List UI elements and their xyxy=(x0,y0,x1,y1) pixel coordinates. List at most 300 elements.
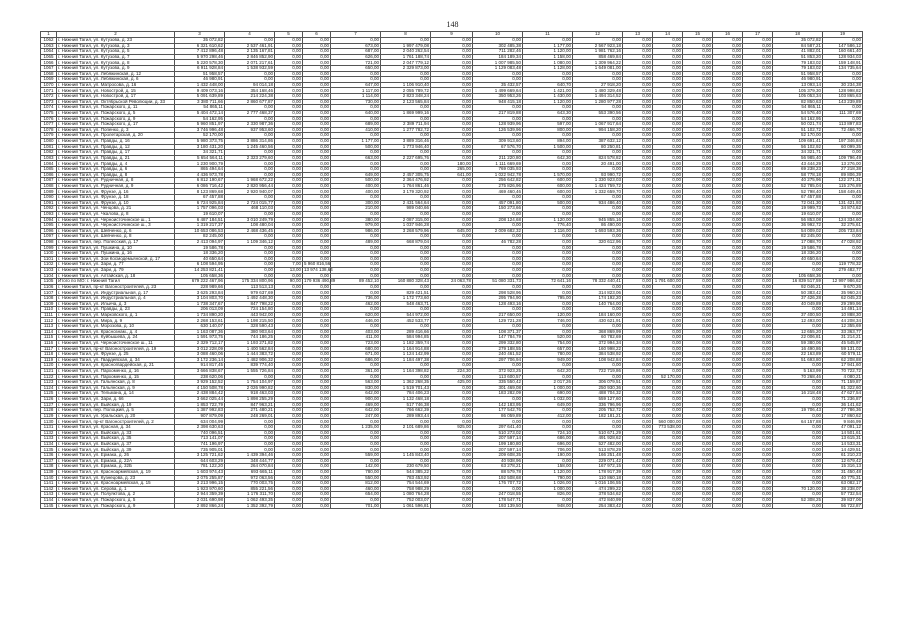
amount-cell: 829 421,51 xyxy=(381,290,431,296)
amount-cell: 0,00 xyxy=(623,464,653,470)
amount-cell: 600,00 xyxy=(523,189,573,195)
amount-cell: 0,00 xyxy=(275,155,303,161)
amount-cell: 0,00 xyxy=(653,340,683,346)
row-number-cell: 1142 xyxy=(41,486,57,492)
amount-cell: 0,00 xyxy=(743,385,773,391)
amount-cell: 1 480 329,48 xyxy=(573,88,623,94)
amount-cell: 0,00 xyxy=(573,38,623,44)
amount-cell: 0,00 xyxy=(275,77,303,83)
amount-cell: 0,00 xyxy=(653,122,683,128)
amount-cell: 86 059,89 xyxy=(473,413,523,419)
amount-cell: 184 160,00 xyxy=(573,312,623,318)
amount-cell: 1 120,00 xyxy=(523,469,573,475)
amount-cell: 0,00 xyxy=(743,290,773,296)
amount-cell: 0,00 xyxy=(743,195,773,201)
amount-cell: 0,00 xyxy=(331,419,381,425)
amount-cell: 361,00 xyxy=(331,368,381,374)
amount-cell: 0,00 xyxy=(743,447,773,453)
address-cell: г. Нижний Тагил, ул. Красная, д. 34 xyxy=(57,425,175,431)
amount-cell: 0,00 xyxy=(225,436,275,442)
amount-cell: 0,00 xyxy=(713,178,743,184)
amount-cell: 0,00 xyxy=(713,133,743,139)
amount-cell: 0,00 xyxy=(683,312,713,318)
amount-cell: 1 007 985,50 xyxy=(473,60,523,66)
amount-cell: 0,00 xyxy=(275,38,303,44)
amount-cell: 0,00 xyxy=(713,99,743,105)
amount-cell: 0,00 xyxy=(623,380,653,386)
amount-cell: 937 953,60 xyxy=(225,127,275,133)
amount-cell: 0,00 xyxy=(653,352,683,358)
amount-cell: 0,00 xyxy=(431,256,473,262)
amount-cell: 56 853,08 xyxy=(773,217,823,223)
amount-cell: 948 415,18 xyxy=(473,99,523,105)
amount-cell: 0,00 xyxy=(683,301,713,307)
amount-cell: 1 555 726,84 xyxy=(225,368,275,374)
amount-cell: 0,00 xyxy=(743,357,773,363)
amount-cell: 56 722,87 xyxy=(823,503,863,509)
amount-cell: 0,00 xyxy=(623,88,653,94)
amount-cell: 160 661,40 xyxy=(823,49,863,55)
amount-cell: 0,00 xyxy=(303,99,331,105)
amount-cell: 0,00 xyxy=(743,374,773,380)
amount-cell: 744 186,25 xyxy=(225,335,275,341)
amount-cell: 300,00 xyxy=(331,200,381,206)
amount-cell: 907 879,09 xyxy=(175,413,225,419)
row-number-cell: 1071 xyxy=(41,88,57,94)
amount-cell: 430 621,91 xyxy=(573,318,623,324)
amount-cell: 113 513,13 xyxy=(225,284,275,290)
amount-cell: 314 823,06 xyxy=(573,290,623,296)
amount-cell: 0,00 xyxy=(713,223,743,229)
amount-cell: 19 610,07 xyxy=(175,211,225,217)
amount-cell: 0,00 xyxy=(303,441,331,447)
amount-cell: 663,00 xyxy=(331,155,381,161)
amount-cell: 265,00 xyxy=(431,167,473,173)
row-number-cell: 1086 xyxy=(41,172,57,178)
amount-cell: 0,00 xyxy=(275,346,303,352)
amount-cell: 63 082,17 xyxy=(823,481,863,487)
amount-cell: 0,00 xyxy=(743,368,773,374)
amount-cell: 110 860,18 xyxy=(573,475,623,481)
address-cell: г. Нижний Тагил, ул. Черноисточинское ш., 3 xyxy=(57,223,175,229)
address-cell: г. Нижний Тагил, ул. Октябрьской Революции, д. 33 xyxy=(57,99,175,105)
amount-cell: 0,00 xyxy=(713,380,743,386)
amount-cell: 560 000,00 xyxy=(653,419,683,425)
amount-cell: 0,00 xyxy=(713,419,743,425)
amount-cell: 2 468 436,45 xyxy=(225,228,275,234)
amount-cell: 0,00 xyxy=(381,211,431,217)
amount-cell: 0,00 xyxy=(573,133,623,139)
amount-cell: 0,00 xyxy=(573,374,623,380)
amount-cell: 0,00 xyxy=(683,71,713,77)
amount-cell: 0,00 xyxy=(683,335,713,341)
amount-cell: 0,00 xyxy=(653,256,683,262)
amount-cell: 0,00 xyxy=(623,397,653,403)
amount-cell: 5 654 564,11 xyxy=(175,155,225,161)
amount-cell: 0,00 xyxy=(713,189,743,195)
amount-cell: 0,00 xyxy=(275,54,303,60)
amount-cell: 51 958,57 xyxy=(175,71,225,77)
amount-cell: 0,00 xyxy=(523,105,573,111)
amount-cell: 1 163 087,36 xyxy=(175,329,225,335)
amount-cell: 372 923,25 xyxy=(473,368,523,374)
amount-cell: 550,00 xyxy=(331,475,381,481)
amount-cell: 0,00 xyxy=(683,77,713,83)
amount-cell: 302 485,38 xyxy=(473,43,523,49)
amount-cell: 0,00 xyxy=(331,284,381,290)
amount-cell: 0,00 xyxy=(713,430,743,436)
amount-cell: 50 021,74 xyxy=(773,122,823,128)
amount-cell: 3 088 460,06 xyxy=(175,352,225,358)
amount-cell: 0,00 xyxy=(743,318,773,324)
amount-cell: 0,00 xyxy=(713,357,743,363)
amount-cell: 510 671,29 xyxy=(573,430,623,436)
amount-cell: 1 649 081,00 xyxy=(573,66,623,72)
amount-cell: 0,00 xyxy=(573,105,623,111)
amount-cell: 0,00 xyxy=(573,234,623,240)
amount-cell: 0,00 xyxy=(773,441,823,447)
amount-cell: 0,00 xyxy=(431,464,473,470)
amount-cell: 0,00 xyxy=(773,458,823,464)
amount-cell: 0,00 xyxy=(683,425,713,431)
amount-cell: 59 131,02 xyxy=(823,346,863,352)
amount-cell: 12 679,42 xyxy=(823,458,863,464)
amount-cell: 0,00 xyxy=(683,453,713,459)
amount-cell: 0,00 xyxy=(431,290,473,296)
amount-cell: 0,00 xyxy=(623,38,653,44)
amount-cell: 6 321 610,62 xyxy=(175,43,225,49)
amount-cell: 0,00 xyxy=(303,290,331,296)
amount-cell: 0,00 xyxy=(573,262,623,268)
amount-cell: 0,00 xyxy=(303,127,331,133)
amount-cell: 19 586,78 xyxy=(773,245,823,251)
amount-cell: 0,00 xyxy=(683,122,713,128)
amount-cell: 22 006,81 xyxy=(773,335,823,341)
amount-cell: 0,00 xyxy=(331,262,381,268)
amount-cell: 0,00 xyxy=(683,318,713,324)
amount-cell: 1 444 383,72 xyxy=(225,352,275,358)
amount-cell: 0,00 xyxy=(653,178,683,184)
amount-cell: 0,00 xyxy=(683,138,713,144)
column-header: 15 xyxy=(683,32,713,38)
amount-cell: 0,00 xyxy=(431,374,473,380)
amount-cell: 1 968 672,22 xyxy=(225,178,275,184)
amount-cell: 0,00 xyxy=(523,116,573,122)
amount-cell: 0,00 xyxy=(303,43,331,49)
amount-cell: 0,00 xyxy=(623,239,653,245)
amount-cell: 354 168,46 xyxy=(225,88,275,94)
amount-cell: 94 014,18 xyxy=(225,82,275,88)
amount-cell: 0,00 xyxy=(623,374,653,380)
amount-cell: 134 735,64 xyxy=(823,66,863,72)
amount-cell: 754 544,69 xyxy=(381,481,431,487)
amount-cell: 0,00 xyxy=(303,245,331,251)
amount-cell: 0,00 xyxy=(743,279,773,285)
amount-cell: 0,00 xyxy=(653,458,683,464)
amount-cell: 0,00 xyxy=(431,183,473,189)
amount-cell: 0,00 xyxy=(431,481,473,487)
address-cell: г. Нижний Тагил, ул. Зои Космодемьянской, д. 17 xyxy=(57,256,175,262)
amount-cell: 3 886 314,86 xyxy=(225,138,275,144)
amount-cell: 0,00 xyxy=(275,430,303,436)
row-number-cell: 1090 xyxy=(41,195,57,201)
amount-cell: 0,00 xyxy=(713,172,743,178)
amount-cell: 47 091,12 xyxy=(823,425,863,431)
amount-cell: 0,00 xyxy=(623,94,653,100)
amount-cell: 18 336,20 xyxy=(175,251,225,257)
amount-cell: 16 839 517,59 xyxy=(773,279,823,285)
amount-cell: 0,00 xyxy=(381,324,431,330)
address-cell: г. Нижний Тагил, ул. Пожарского, д. 17 xyxy=(57,122,175,128)
address-cell: г. Нижний Тагил, ул. Фрунзе, д. 25 xyxy=(57,352,175,358)
amount-cell: 2 892 866,24 xyxy=(175,503,225,509)
amount-cell: 17 941,60 xyxy=(823,363,863,369)
amount-cell: 35 072,82 xyxy=(773,38,823,44)
amount-cell: 0,00 xyxy=(431,357,473,363)
amount-cell: 642,30 xyxy=(523,155,573,161)
amount-cell: 5 960 851,97 xyxy=(175,122,225,128)
amount-cell: 0,00 xyxy=(713,82,743,88)
amount-cell: 35 072,82 xyxy=(175,38,225,44)
amount-cell: 0,00 xyxy=(653,312,683,318)
amount-cell: 16 490,86 xyxy=(773,346,823,352)
amount-cell: 0,00 xyxy=(683,340,713,346)
amount-cell: 0,00 xyxy=(683,402,713,408)
amount-cell: 527 482,00 xyxy=(573,441,623,447)
amount-cell: 0,00 xyxy=(431,385,473,391)
column-header: 18 xyxy=(773,32,823,38)
amount-cell: 0,00 xyxy=(773,262,823,268)
amount-cell: 0,00 xyxy=(713,110,743,116)
amount-cell: 0,00 xyxy=(623,290,653,296)
amount-cell: 0,00 xyxy=(623,363,653,369)
amount-cell: 0,00 xyxy=(275,150,303,156)
column-header: 7 xyxy=(331,32,381,38)
amount-cell: 0,00 xyxy=(523,290,573,296)
amount-cell: 89 452,10 xyxy=(331,279,381,285)
amount-cell: 309 913,60 xyxy=(473,138,523,144)
amount-cell: 0,00 xyxy=(623,161,653,167)
amount-cell: 0,00 xyxy=(653,408,683,414)
amount-cell: 741 196,97 xyxy=(175,441,225,447)
amount-cell: 0,00 xyxy=(743,441,773,447)
amount-cell: 0,00 xyxy=(275,458,303,464)
amount-cell: 0,00 xyxy=(225,133,275,139)
amount-cell: 13 974 138,64 xyxy=(304,267,333,273)
row-number-cell: 1120 xyxy=(41,363,57,369)
amount-cell: 3 104 803,70 xyxy=(175,296,225,302)
amount-cell: 0,00 xyxy=(303,503,331,509)
amount-cell: 0,00 xyxy=(431,155,473,161)
row-number-cell: 1067 xyxy=(41,66,57,72)
amount-cell: 0,00 xyxy=(683,279,713,285)
amount-cell: 643,30 xyxy=(523,110,573,116)
address-cell: Итого по МО: г. Нижний Тагил xyxy=(57,279,175,285)
amount-cell: 0,00 xyxy=(523,458,573,464)
amount-cell: 1 120,00 xyxy=(523,99,573,105)
amount-cell: 0,00 xyxy=(225,447,275,453)
amount-cell: 0,00 xyxy=(473,324,523,330)
amount-cell: 0,00 xyxy=(623,368,653,374)
amount-cell: 0,00 xyxy=(303,66,331,72)
address-cell: г. Нижний Тагил, ул. Полуяктова, д. 2 xyxy=(57,492,175,498)
amount-cell: 0,00 xyxy=(683,397,713,403)
amount-cell: 2 364 476,92 xyxy=(381,178,431,184)
amount-cell: 1 500,00 xyxy=(523,144,573,150)
amount-cell: 197 346,84 xyxy=(823,138,863,144)
amount-cell: 93 990,72 xyxy=(573,172,623,178)
amount-cell: 0,00 xyxy=(683,127,713,133)
address-cell: г. Нижний Тагил, ул. Лебяжинская, д. 6 xyxy=(57,77,175,83)
amount-cell: 109 796,49 xyxy=(823,155,863,161)
amount-cell: 0,00 xyxy=(275,234,303,240)
amount-cell: 563,00 xyxy=(331,380,381,386)
amount-cell: 0,00 xyxy=(303,312,331,318)
address-cell: г. Нижний Тагил, ул. Фрунзе, д. 16 xyxy=(57,189,175,195)
amount-cell: 0,00 xyxy=(623,127,653,133)
amount-cell: 177 542,76 xyxy=(473,408,523,414)
amount-cell: 207 597,14 xyxy=(473,436,523,442)
amount-cell: 2 135 167,81 xyxy=(225,49,275,55)
amount-cell: 0,00 xyxy=(303,408,331,414)
amount-cell: 0,00 xyxy=(225,211,275,217)
amount-cell: 0,00 xyxy=(713,54,743,60)
amount-cell: 0,00 xyxy=(683,307,713,313)
amount-cell: 0,00 xyxy=(303,161,331,167)
row-number-cell: 1068 xyxy=(41,71,57,77)
amount-cell: 945 855,16 xyxy=(573,217,623,223)
amount-cell: 0,00 xyxy=(653,228,683,234)
amount-cell: 0,00 xyxy=(381,441,431,447)
amount-cell: 0,00 xyxy=(275,290,303,296)
amount-cell: 0,00 xyxy=(431,133,473,139)
amount-cell: 0,00 xyxy=(275,413,303,419)
amount-cell: 0,00 xyxy=(331,273,381,279)
amount-cell: 713 141,07 xyxy=(175,436,225,442)
amount-cell: 686,00 xyxy=(523,436,573,442)
amount-cell: 0,00 xyxy=(473,267,523,273)
address-cell: г. Нижний Тагил, ул. Гальянская, д. 9 xyxy=(57,385,175,391)
amount-cell: 0,00 xyxy=(713,436,743,442)
amount-cell: 0,00 xyxy=(623,228,653,234)
amount-cell: 0,00 xyxy=(523,167,573,173)
amount-cell: 781 122,20 xyxy=(175,464,225,470)
amount-cell: 113 897,83 xyxy=(823,122,863,128)
amount-cell: 105 379,30 xyxy=(773,88,823,94)
amount-cell: 0,00 xyxy=(431,94,473,100)
row-number-cell: 1127 xyxy=(41,402,57,408)
row-number-cell: 1088 xyxy=(41,183,57,189)
amount-cell: 10 653 086,53 xyxy=(175,228,225,234)
column-header: 5 xyxy=(275,32,303,38)
row-number-cell: 1093 xyxy=(41,211,57,217)
amount-cell: 0,00 xyxy=(381,167,431,173)
amount-cell: 0,00 xyxy=(683,436,713,442)
amount-cell: 8 123 869,68 xyxy=(175,189,225,195)
amount-cell: 0,00 xyxy=(653,172,683,178)
amount-cell: 0,00 xyxy=(331,363,381,369)
amount-cell: 179 936 490,89 xyxy=(304,278,336,284)
amount-cell: 0,00 xyxy=(713,228,743,234)
amount-cell: 0,00 xyxy=(573,206,623,212)
amount-cell: 1 997 479,08 xyxy=(381,43,431,49)
amount-cell: 0,00 xyxy=(653,469,683,475)
amount-cell: 0,00 xyxy=(653,138,683,144)
column-header: 9 xyxy=(431,32,473,38)
amount-cell: 31 214,21 xyxy=(823,335,863,341)
amount-cell: 0,00 xyxy=(523,262,573,268)
amount-cell: 12 997 986,62 xyxy=(823,279,863,285)
amount-cell: 115 276,89 xyxy=(823,183,863,189)
amount-cell: 0,00 xyxy=(683,38,713,44)
amount-cell: 1 764 861,46 xyxy=(381,183,431,189)
register-table xyxy=(40,31,863,509)
address-cell: г. Нижний Тагил, пр-кт Вагоностроителей, д. 2 xyxy=(57,419,175,425)
amount-cell: 0,00 xyxy=(743,251,773,257)
amount-cell: 0,00 xyxy=(431,38,473,44)
amount-cell: 472 840,99 xyxy=(573,497,623,503)
table-body xyxy=(41,38,863,509)
amount-cell: 14 501,61 xyxy=(823,430,863,436)
amount-cell: 0,00 xyxy=(431,458,473,464)
amount-cell: 400,00 xyxy=(331,183,381,189)
row-number-cell: 1144 xyxy=(41,497,57,503)
amount-cell: 0,00 xyxy=(523,77,573,83)
amount-cell: 0,00 xyxy=(225,161,275,167)
amount-cell: 0,00 xyxy=(275,357,303,363)
row-number-cell: 1097 xyxy=(41,234,57,240)
amount-cell: 0,00 xyxy=(275,447,303,453)
amount-cell: 0,00 xyxy=(303,340,331,346)
amount-cell: 0,00 xyxy=(225,262,275,268)
amount-cell: 0,00 xyxy=(713,251,743,257)
amount-cell: 0,00 xyxy=(713,234,743,240)
amount-cell: 0,00 xyxy=(225,195,275,201)
amount-cell: 0,00 xyxy=(225,256,275,262)
amount-cell: 50 383,42 xyxy=(773,290,823,296)
address-cell: г. Нижний Тагил, ул. Ермака, д. 22А xyxy=(57,458,175,464)
amount-cell: 0,00 xyxy=(573,116,623,122)
amount-cell: 0,00 xyxy=(653,150,683,156)
amount-cell: 0,00 xyxy=(713,318,743,324)
amount-cell: 0,00 xyxy=(431,296,473,302)
address-cell: г. Нижний Тагил, ул. Ильича, д. 3 xyxy=(57,301,175,307)
amount-cell: 446,00 xyxy=(331,318,381,324)
amount-cell: 254 383,42 xyxy=(573,503,623,509)
column-header: 17 xyxy=(743,32,773,38)
amount-cell: 783 453,92 xyxy=(381,475,431,481)
amount-cell: 0,00 xyxy=(713,453,743,459)
amount-cell: 15 316,13 xyxy=(823,464,863,470)
amount-cell: 468 110,03 xyxy=(225,206,275,212)
amount-cell: 847 798,22 xyxy=(225,301,275,307)
amount-cell: 0,00 xyxy=(713,284,743,290)
amount-cell: 0,00 xyxy=(823,211,863,217)
amount-cell: 0,00 xyxy=(683,234,713,240)
amount-cell: 30 234,38 xyxy=(823,82,863,88)
row-number-cell: 1134 xyxy=(41,441,57,447)
amount-cell: 0,00 xyxy=(743,425,773,431)
amount-cell: 0,00 xyxy=(303,307,331,313)
amount-cell: 103 865,63 xyxy=(823,94,863,100)
amount-cell: 228 989,66 xyxy=(175,284,225,290)
amount-cell: 0,00 xyxy=(743,408,773,414)
amount-cell: 773 538,00 xyxy=(653,425,683,431)
amount-cell: 1 757 096,03 xyxy=(175,206,225,212)
amount-cell: 52 170,00 xyxy=(653,374,683,380)
address-cell: г. Нижний Тагил, ул. Черноисточинское ш., 11 xyxy=(57,340,175,346)
amount-cell: 350 953,26 xyxy=(473,94,523,100)
